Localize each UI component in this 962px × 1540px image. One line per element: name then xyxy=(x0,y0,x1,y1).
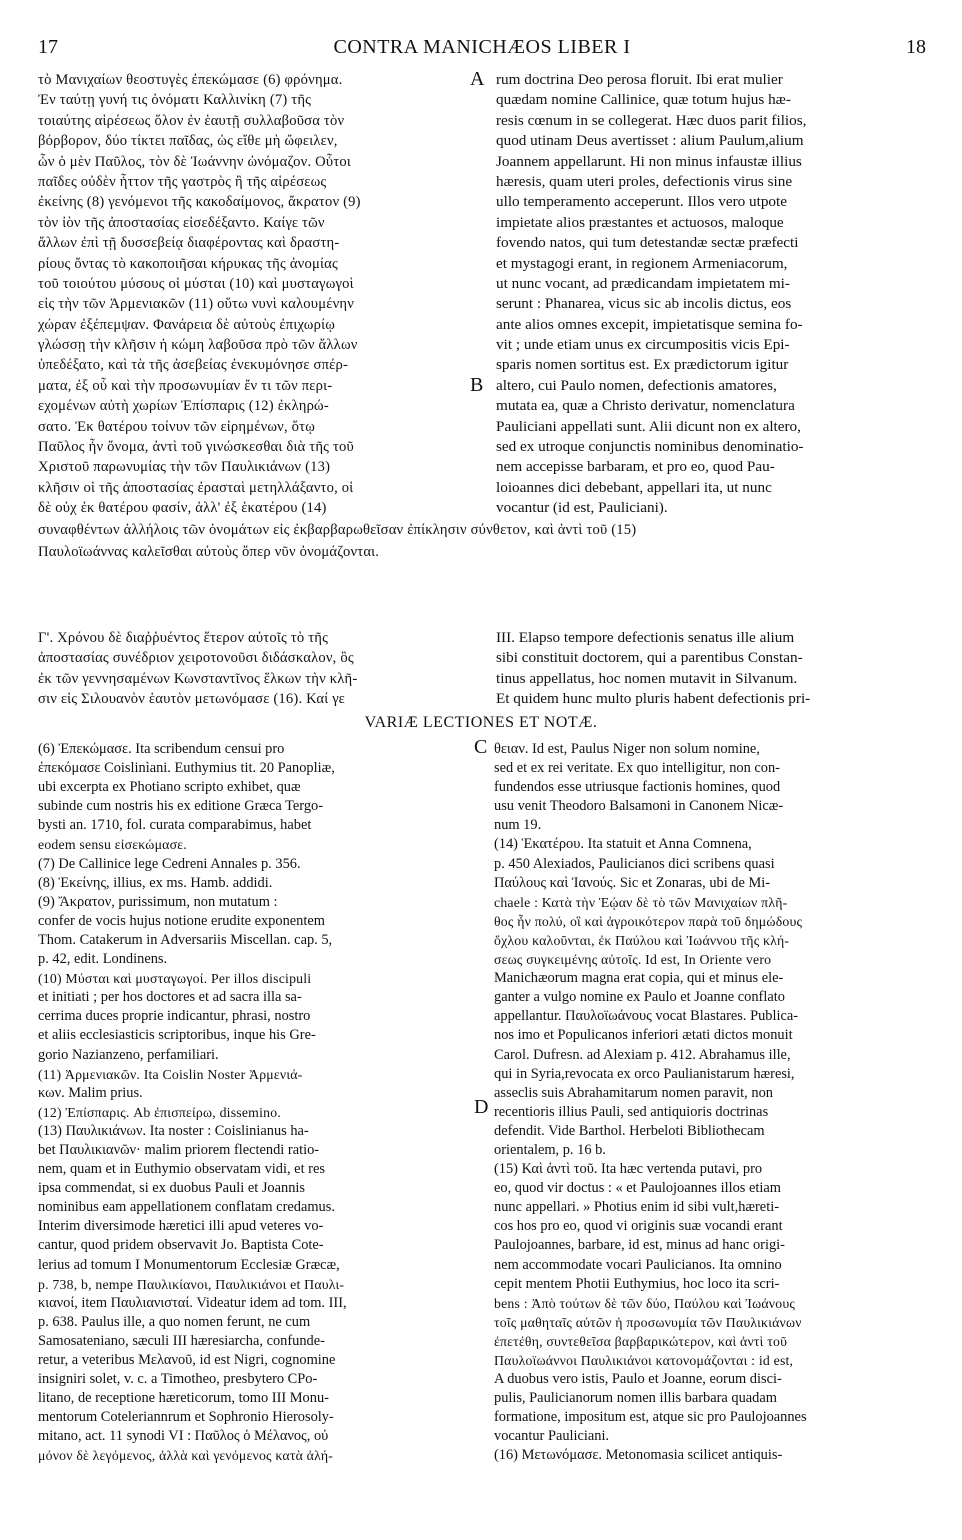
note-line: τοῖς μαθηταῖς αὐτῶν ἡ προσωνυμία τῶν Παυλικιάνων xyxy=(494,1314,802,1330)
note-line: asseclis suis Abrahamitarum nomen paravit, non xyxy=(494,1084,773,1101)
greek-line: εἰς τὴν τῶν Ἀρμενιακῶν (11) οὕτω νυνὶ καλουμένην xyxy=(38,296,355,313)
greek-line: Γ'. Χρόνου δὲ διαῤῥυέντος ἕτερον αὐτοῖς τὸ τῆς xyxy=(38,630,329,646)
note-line: insigniri solet, v. c. a Timotheo, presbytero CPo- xyxy=(38,1371,318,1388)
latin-line: Pauliciani appellati sunt. Alii dicunt non ex altero, xyxy=(496,417,801,435)
note-line: (8) Ἐκείνης, illius, ex ms. Hamb. addidi. xyxy=(38,874,273,891)
latin-line: ullo temperamento acceperunt. Illos vero utpote xyxy=(496,193,787,211)
note-line: mitano, act. 11 synodi VI : Παῦλος ὁ Μέλανος, οὐ xyxy=(38,1428,329,1445)
note-line: A duobus vero istis, Paulo et Joanne, eorum disci- xyxy=(494,1371,782,1388)
note-line: bysti an. 1710, fol. curata comparabimus, habet xyxy=(38,817,312,834)
note-line: chaele : Κατὰ τὴν Ἑῴαν δὲ τὸ τῶν Μανιχαίων πλῆ- xyxy=(494,894,788,910)
note-line: Manichæorum magna erat copia, qui et minus ele- xyxy=(494,970,784,987)
note-line: et aliis ecclesiasticis scriptoribus, inque his Gre- xyxy=(38,1027,316,1044)
note-line: κων. Malim prius. xyxy=(38,1084,143,1101)
note-line: ἐπεκόμασε Coislinìani. Euthymius tit. 20 Panopliæ, xyxy=(38,760,335,777)
note-line: vocantur Pauliciani. xyxy=(494,1428,610,1445)
note-line: (11) Ἀρμενιακῶν. Ita Coislin Noster Ἀρμενιά- xyxy=(38,1066,303,1082)
greek-line: παῖδες οὐδὲν ἧττον τῆς γαστρὸς ἢ τῆς αἱρέσεως xyxy=(38,173,327,190)
note-line: num 19. xyxy=(494,817,542,834)
latin-line: mutata ea, quæ a Christo derivatur, nomenclatura xyxy=(496,397,795,415)
note-line: retur, a veteribus Μελανοῦ, id est Nigri, cognomine xyxy=(38,1352,336,1368)
note-line: Carol. Dufresn. ad Alexiam p. 412. Abrahamus ille, xyxy=(494,1046,791,1063)
note-line: nem accommodate vocari Paulicianos. Ita omnino xyxy=(494,1256,782,1273)
note-line: (10) Μύσται καὶ μυσταγωγοί. Per illos discipuli xyxy=(38,971,312,987)
latin-line: ante alios omnes excepit, impietatisque semina fo- xyxy=(496,315,803,333)
note-line: defendit. Vide Barthol. Herbeloti Bibliothecam xyxy=(494,1122,765,1139)
latin-line: loioannes dici debebant, appellari ita, ut nunc xyxy=(496,478,772,496)
greek-line: ρίους ὄντας τὸ κακοποιῆσαι κήρυκας τῆς ἀνομίας xyxy=(38,255,338,272)
note-line: p. 42, edit. Londinens. xyxy=(38,951,168,968)
page-number-left: 17 xyxy=(38,36,58,58)
note-line: (9) Ἄκρατον, purissimum, non mutatum : xyxy=(38,893,278,910)
greek-text-column-middle xyxy=(38,628,483,710)
note-line: Παυλοϊωάννοι Παυλικιάνοι κατονομάζονται : id est, xyxy=(494,1353,794,1368)
note-line: θειαν. Id est, Paulus Niger non solum nomine, xyxy=(494,741,760,757)
greek-line: κλῆσιν οἱ τῆς ἀποστασίας ἐρασταὶ μετηλλάξαντο, οἱ xyxy=(38,479,354,496)
greek-full-line: Παυλοϊωάννας καλεῖσθαι αὐτοὺς ὅπερ νῦν ὀνομάζονται. xyxy=(38,544,380,560)
note-line: Thom. Catakerum in Adversariis Miscellan. cap. 5, xyxy=(38,931,333,948)
note-line: litano, de receptione hæreticorum, tomo III Monu- xyxy=(38,1390,329,1407)
latin-text-column-top xyxy=(496,70,928,519)
note-line: qui in Syria,revocata ex orco Paulianistarum hæresi, xyxy=(494,1065,795,1082)
greek-line: ὧν ὁ μὲν Παῦλος, τὸν δὲ Ἰωάννην ὠνόμαζον. Οὗτοι xyxy=(38,153,352,170)
latin-line: impietate alios præstantes et actuosos, maloque xyxy=(496,213,784,231)
note-line: μόνον δὲ λεγόμενος, ἀλλὰ καὶ γενόμενος κατὰ ἀλή- xyxy=(38,1448,334,1464)
note-line: usu venit Theodoro Balsamoni in Canonem Nicæ- xyxy=(494,798,784,815)
notes-column-right xyxy=(494,740,928,1466)
latin-line: III. Elapso tempore defectionis senatus ille alium xyxy=(496,629,795,646)
section-title: VARIÆ LECTIONES ET NOTÆ. xyxy=(364,714,598,731)
note-line: et initiati ; per hos doctores et ad sacra illa sa- xyxy=(38,989,302,1006)
note-line: Παύλους καὶ Ἰανούς. Sic et Zonaras, ubi de Mi- xyxy=(494,874,771,891)
note-line: eo, quod vir doctus : « et Paulojoannes illos etiam xyxy=(494,1180,781,1197)
latin-line: altero, cui Paulo nomen, defectionis amatores, xyxy=(496,376,777,394)
greek-line: γλώσσῃ τὴν κλῆσιν ἡ κώμη λαβοῦσα πρὸ τῶν ἄλλων xyxy=(38,337,358,354)
greek-line: Χριστοῦ παρωνυμίας τὴν τῶν Παυλικιάνων (13) xyxy=(38,459,331,476)
notes-column-left xyxy=(38,740,483,1466)
note-line: ἐπετέθη, συντεθεῖσα βαρβαρικώτερον, καὶ ἀντὶ τοῦ xyxy=(494,1333,788,1349)
latin-line: ut nunc vocant, ad prædicandam impietatem mi- xyxy=(496,274,790,292)
latin-text-column-middle xyxy=(496,628,928,710)
latin-line: fovendo natos, qui tum detestandæ sectæ præfecti xyxy=(496,234,799,252)
greek-line: ἄλλων ἐπὶ τῇ δυσσεβείᾳ διαφέροντας καὶ δραστη- xyxy=(38,235,340,252)
greek-line: ματα, ἐξ οὗ καὶ τὴν προσωνυμίαν ἔν τι τῶν περι- xyxy=(38,377,333,394)
note-line: ubi excerpta ex Photiano scripto exhibet, quæ xyxy=(38,779,301,796)
note-line: θος ἦν πολύ, οἳ καὶ ἀγροικότερον παρὰ τοῦ δημώδους xyxy=(494,913,803,929)
greek-line: εχομένων αὐτὴ χωρίων Ἐπίσπαρις (12) ἐκληρώ- xyxy=(38,398,329,415)
note-line: (12) Ἐπίσπαρις. Ab ἐπισπείρω, dissemino. xyxy=(38,1104,281,1120)
note-line: cantur, quod pridem observavit Jo. Baptista Cote- xyxy=(38,1237,324,1254)
greek-line: τοιαύτης αἱρέσεως ὅλον ἐν ἑαυτῇ συλλαβοῦσα τὸν xyxy=(38,112,345,129)
greek-line: δὲ οὐχ ἐκ θατέρου φασίν, ἀλλ' ἐξ ἑκατέρου (14) xyxy=(38,500,327,517)
note-line: mentorum Coteleriannrum et Sophronio Hierosoly- xyxy=(38,1409,334,1426)
note-line: ipsa commendat, si ex duobus Pauli et Joannis xyxy=(38,1180,305,1197)
latin-line: sparis nomen sortitus est. Ex prædictorum igitur xyxy=(496,356,789,374)
latin-line: sed ex utroque conjunctis nominibus denominatio- xyxy=(496,438,804,456)
latin-line: quædam nomine Callinice, quæ totum hujus hæ- xyxy=(496,91,791,109)
note-line: (13) Παυλικιάνων. Ita noster : Coislinianus ha- xyxy=(38,1122,309,1139)
greek-line: βόρβορον, δύο τίκτει παῖδας, ὡς εἴθε μὴ ὤφειλεν, xyxy=(38,133,338,150)
greek-line: ἀποστασίας συνέδριον χειροτονοῦσι διδάσκαλον, ὃς xyxy=(38,650,354,667)
margin-marker-c: C xyxy=(474,736,488,758)
note-line: appellantur. Παυλοϊωάνους vocat Blastares. Publica- xyxy=(494,1008,799,1025)
greek-line: σιν εἰς Σιλουανὸν ἑαυτὸν μετωνόμασε (16). Καί γε xyxy=(38,691,345,708)
latin-line: vocantur (id est, Pauliciani). xyxy=(496,499,668,517)
note-line: (7) De Callinice lege Cedreni Annales p. 356. xyxy=(38,855,301,872)
note-line: pulis, Paulicianorum nomen illis barbara quadam xyxy=(494,1390,777,1407)
latin-line: Joannem appellarunt. Hi non minus infaustæ illius xyxy=(496,152,802,170)
latin-line: serunt : Phanarea, vicus sic ab incolis dictus, eos xyxy=(496,295,792,313)
note-line: eodem sensu εἰσεκώμασε. xyxy=(38,837,187,853)
note-line: Paulojoannes, barbare, id est, minus ad hanc origi- xyxy=(494,1237,785,1254)
note-line: recentioris illius Pauli, sed antiquioris doctrinas xyxy=(494,1103,769,1120)
greek-full-line: συναφθέντων ἀλλήλοις τῶν ὀνομάτων εἰς ἐκβαρβαρωθεῖσαν ἐπίκλησιν σύνθετον, καὶ ἀντὶ τοῦ (15) xyxy=(38,522,637,538)
latin-line: quod utinam Deus avertisset : alium Paulum,alium xyxy=(496,132,804,150)
greek-line: τὸν ἰὸν τῆς ἀποστασίας εἰσεδέξαντο. Καίγε τῶν xyxy=(38,214,325,231)
note-line: p. 738, b, nempe Παυλικίανοι, Παυλικιάνοι et Παυλι- xyxy=(38,1276,345,1292)
greek-text-column-top xyxy=(38,70,483,519)
note-line: κιανοί, item Παυλιανισταί. Videatur idem ad tom. III, xyxy=(38,1294,347,1311)
note-line: confer de vocis hujus notione erudite exponentem xyxy=(38,912,325,929)
note-line: subinde cum nostris his ex editione Græca Tergo- xyxy=(38,798,324,815)
greek-line: ἐκείνης (8) γενόμενοι τῆς κακοδαίμονος, ἄκρατον (9) xyxy=(38,194,361,211)
note-line: cos hos pro eo, quod vi originis suæ vocandi erant xyxy=(494,1218,783,1235)
note-line: ganter a vulgo nomine ex Paulo et Joanne conflato xyxy=(494,989,785,1006)
note-line: nunc appellari. » Photius enim id sibi vult,hæreti- xyxy=(494,1199,779,1216)
latin-line: vit ; unde etiam unus ex circumpositis vicis Epi- xyxy=(496,336,790,354)
greek-line: Ἐν ταύτῃ γυνή τις ὀνόματι Καλλινίκη (7) τῆς xyxy=(38,92,312,109)
note-line: bet Παυλικιανῶν· malim priorem flectendi ratio- xyxy=(38,1141,320,1158)
note-line: orientalem, p. 16 b. xyxy=(494,1141,606,1158)
note-line: nominibus eam appellationem conflatam credamus. xyxy=(38,1199,335,1216)
greek-line: τοῦ τοιούτου μύσους οἱ μύσται (10) καὶ μυσταγωγοὶ xyxy=(38,275,354,292)
note-line: cerrima duces proprie indicantur, phrasi, nostro xyxy=(38,1008,311,1025)
note-line: nem, quam et in Euthymio observatam vidi, et res xyxy=(38,1161,325,1178)
margin-marker-d: D xyxy=(474,1096,489,1118)
greek-line: τὸ Μανιχαίων θεοστυγὲς ἐπεκώμασε (6) φρόνημα. xyxy=(38,72,343,88)
note-line: formatione, impositum est, atque sic pro Paulojoannes xyxy=(494,1409,807,1426)
latin-line: rum doctrina Deo perosa floruit. Ibi erat mulier xyxy=(496,71,783,88)
note-line: Interim diversimode hæretici illi apud veteres vo- xyxy=(38,1218,324,1235)
note-line: ὄχλου καλοῦνται, ἐκ Παύλου καὶ Ἰωάννου τῆς κλή- xyxy=(494,932,790,948)
latin-line: Et quidem hunc multo pluris habent defectionis pri- xyxy=(496,690,811,708)
note-line: (6) Ἐπεκώμασε. Ita scribendum censui pro xyxy=(38,741,285,757)
greek-line: ἐκ τῶν γεννησαμένων Κωνσταντῖνος ἕλκων τὴν κλῆ- xyxy=(38,670,358,687)
note-line: (14) Ἑκατέρου. Ita statuit et Anna Comnena, xyxy=(494,836,752,853)
note-line: gorio Nazianzeno, perfamiliari. xyxy=(38,1046,219,1063)
running-title: CONTRA MANICHÆOS LIBER I xyxy=(333,36,631,58)
greek-line: Παῦλος ἦν ὄνομα, ἀντὶ τοῦ γινώσκεσθαι διὰ τῆς τοῦ xyxy=(38,439,354,456)
greek-line: χώραν ἐξέπεμψαν. Φανάρεια δὲ αὐτοὺς ἐπιχωρίῳ xyxy=(38,316,336,333)
latin-line: resis cœnum in se collegerat. Hæc duos parit filios, xyxy=(496,111,807,129)
latin-line: et mystagogi erant, in regionem Armeniacorum, xyxy=(496,254,788,272)
page-number-right: 18 xyxy=(906,36,926,58)
greek-line: ὑπεδέξατο, καὶ τὰ τῆς ἀσεβείας ἐνεκυμόνησε σπέρ- xyxy=(38,357,349,374)
running-header xyxy=(38,36,926,60)
note-line: bens : Ἀπὸ τούτων δὲ τῶν δύο, Παύλου καὶ Ἰωάνους xyxy=(494,1295,796,1311)
margin-marker-a: A xyxy=(470,68,485,90)
note-line: sed et ex rei veritate. Ex quo intelligitur, non con- xyxy=(494,760,780,777)
note-line: σεως συγκειμένης αὐτοῖς. Id est, In Oriente vero xyxy=(494,952,772,968)
note-line: (15) Καὶ ἀντὶ τοῦ. Ita hæc vertenda putavi, pro xyxy=(494,1161,763,1178)
latin-line: tinus appellatus, hoc nomen mutavit in Silvanum. xyxy=(496,669,798,687)
note-line: (16) Μετωνόμασε. Metonomasia scilicet antiquis- xyxy=(494,1447,783,1464)
latin-line: hæresis, quam uteri proles, defectionis virus sine xyxy=(496,172,793,190)
note-line: p. 638. Paulus ille, a quo nomen ferunt, ne cum xyxy=(38,1313,311,1330)
margin-marker-b: B xyxy=(470,374,484,396)
note-line: Samosateniano, sæculi III hæresiarcha, confunde- xyxy=(38,1332,325,1349)
note-line: p. 450 Alexiados, Paulicianos dici scribens quasi xyxy=(494,855,775,872)
note-line: fundendos esse utriusque factionis homines, quod xyxy=(494,779,781,796)
latin-line: nem accepisse barbaram, et pro eo, quod Pau- xyxy=(496,458,775,476)
note-line: lerius ad tomum I Monumentorum Ecclesiæ Græcæ, xyxy=(38,1256,340,1273)
note-line: nos imo et Populicanos inferiori ætati dictos monuit xyxy=(494,1027,793,1044)
greek-line: σατο. Ἐκ θατέρου τοίνυν τῶν εἰρημένων, ὅτῳ xyxy=(38,418,316,435)
latin-line: sibi constituit doctorem, qui a parentibus Constan- xyxy=(496,649,803,667)
note-line: cepit mentem Photii Euthymius, hoc loco ita scri- xyxy=(494,1275,780,1292)
